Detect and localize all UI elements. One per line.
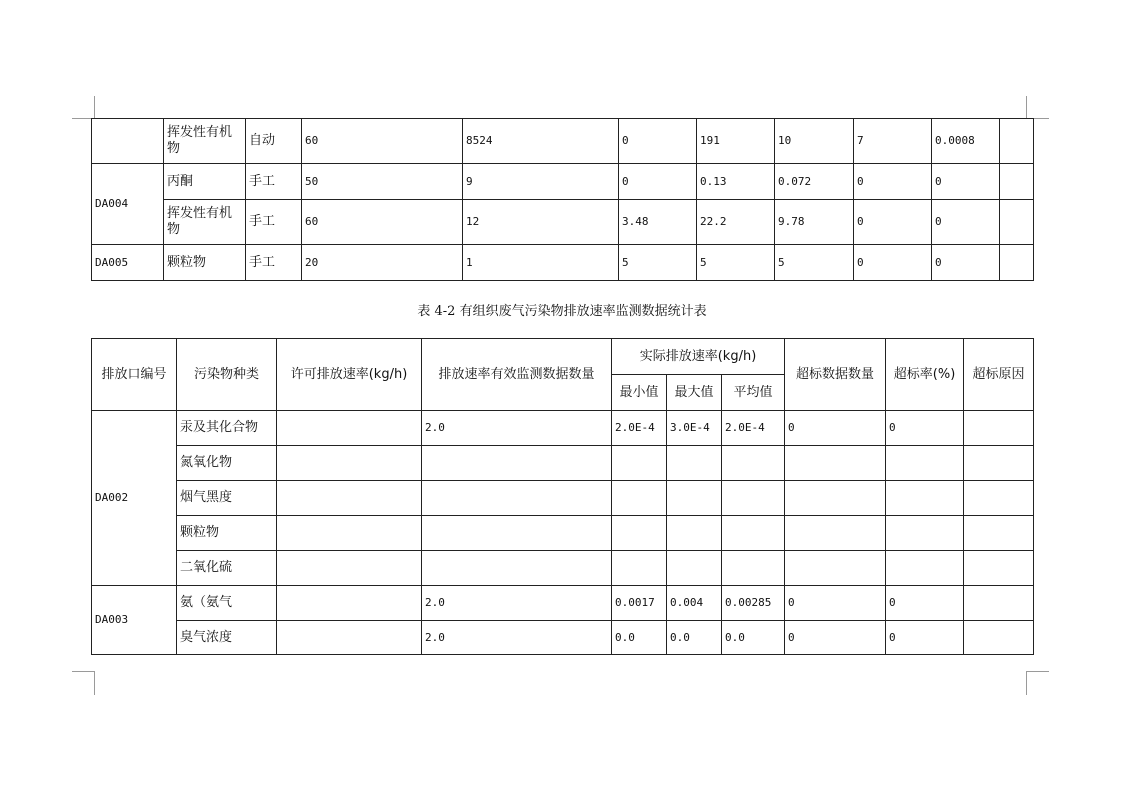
avg-value <box>722 551 785 586</box>
pollutant-name: 挥发性有机物 <box>164 200 246 245</box>
valid-count: 2.0 <box>422 621 612 655</box>
exceed-rate <box>886 481 964 516</box>
permit-rate <box>277 586 422 621</box>
cell-value <box>1000 245 1034 281</box>
valid-count: 2.0 <box>422 411 612 446</box>
permit-rate <box>277 621 422 655</box>
avg-value <box>722 481 785 516</box>
monitor-mode: 手工 <box>246 200 302 245</box>
crop-mark <box>1026 671 1027 695</box>
table-row <box>92 481 1034 516</box>
min-value <box>612 446 667 481</box>
min-value: 2.0E-4 <box>612 411 667 446</box>
pollutant-name: 丙酮 <box>164 164 246 200</box>
crop-mark <box>94 96 95 118</box>
table-row <box>92 551 1034 586</box>
permit-rate <box>277 446 422 481</box>
exceed-reason <box>964 621 1034 655</box>
min-value <box>612 516 667 551</box>
table-row <box>92 411 1034 446</box>
exceed-count <box>785 551 886 586</box>
exceed-count <box>785 446 886 481</box>
table-row <box>92 245 1034 281</box>
pollutant-name: 挥发性有机物 <box>164 119 246 164</box>
header-actual-rate: 实际排放速率(kg/h) <box>612 339 785 375</box>
exceed-rate: 0 <box>886 586 964 621</box>
avg-value <box>722 516 785 551</box>
header-max: 最大值 <box>667 375 722 411</box>
table-row <box>92 586 1034 621</box>
pollutant-name: 汞及其化合物 <box>177 411 277 446</box>
permit-rate <box>277 411 422 446</box>
table-row <box>92 446 1034 481</box>
cell-value: 50 <box>302 164 463 200</box>
cell-value: 22.2 <box>697 200 775 245</box>
monitor-mode: 手工 <box>246 245 302 281</box>
cell-value: 191 <box>697 119 775 164</box>
max-value: 0.0 <box>667 621 722 655</box>
table-caption: 表 4-2 有组织废气污染物排放速率监测数据统计表 <box>417 304 707 319</box>
cell-value: 0 <box>854 164 932 200</box>
cell-value: 8524 <box>463 119 619 164</box>
cell-value <box>1000 164 1034 200</box>
table-row <box>92 164 1034 200</box>
cell-value: 5 <box>619 245 697 281</box>
exceed-reason <box>964 586 1034 621</box>
emission-rate-table <box>91 338 1034 655</box>
min-value <box>612 481 667 516</box>
valid-count <box>422 446 612 481</box>
cell-value <box>1000 119 1034 164</box>
header-exceed-count: 超标数据数量 <box>785 339 886 411</box>
valid-count: 2.0 <box>422 586 612 621</box>
cell-value: 0.072 <box>775 164 854 200</box>
exceed-count <box>785 481 886 516</box>
permit-rate <box>277 551 422 586</box>
exceed-reason <box>964 446 1034 481</box>
header-pollutant: 污染物种类 <box>177 339 277 411</box>
min-value: 0.0 <box>612 621 667 655</box>
avg-value: 2.0E-4 <box>722 411 785 446</box>
avg-value: 0.00285 <box>722 586 785 621</box>
pollutant-name: 氨（氨气 <box>177 586 277 621</box>
table-row <box>92 621 1034 655</box>
pollutant-name: 烟气黑度 <box>177 481 277 516</box>
cell-value: 0.0008 <box>932 119 1000 164</box>
header-exceed-reason: 超标原因 <box>964 339 1034 411</box>
exceed-count: 0 <box>785 586 886 621</box>
max-value <box>667 551 722 586</box>
outlet-id: DA002 <box>92 411 177 586</box>
cell-value: 9 <box>463 164 619 200</box>
cell-value: 0 <box>854 245 932 281</box>
table-row <box>92 200 1034 245</box>
header-valid-count: 排放速率有效监测数据数量 <box>422 339 612 411</box>
pollutant-name: 颗粒物 <box>164 245 246 281</box>
exceed-count: 0 <box>785 411 886 446</box>
monitor-mode: 自动 <box>246 119 302 164</box>
cell-value: 0 <box>932 245 1000 281</box>
exceed-count: 0 <box>785 621 886 655</box>
exceed-rate <box>886 446 964 481</box>
cell-value: 0 <box>932 200 1000 245</box>
outlet-id: DA005 <box>92 245 164 281</box>
emission-concentration-table <box>91 118 1034 281</box>
exceed-rate <box>886 516 964 551</box>
max-value: 3.0E-4 <box>667 411 722 446</box>
cell-value: 60 <box>302 200 463 245</box>
outlet-id <box>92 119 164 164</box>
min-value: 0.0017 <box>612 586 667 621</box>
cell-value: 9.78 <box>775 200 854 245</box>
exceed-count <box>785 516 886 551</box>
permit-rate <box>277 481 422 516</box>
header-exceed-rate: 超标率(%) <box>886 339 964 411</box>
cell-value: 7 <box>854 119 932 164</box>
exceed-reason <box>964 551 1034 586</box>
valid-count <box>422 551 612 586</box>
pollutant-name: 二氧化硫 <box>177 551 277 586</box>
header-outlet: 排放口编号 <box>92 339 177 411</box>
valid-count <box>422 481 612 516</box>
table-row <box>92 119 1034 164</box>
header-row <box>92 339 1034 375</box>
cell-value: 12 <box>463 200 619 245</box>
crop-mark <box>1027 671 1049 672</box>
max-value <box>667 481 722 516</box>
cell-value: 5 <box>775 245 854 281</box>
exceed-rate: 0 <box>886 621 964 655</box>
pollutant-name: 颗粒物 <box>177 516 277 551</box>
min-value <box>612 551 667 586</box>
cell-value: 5 <box>697 245 775 281</box>
pollutant-name: 氮氧化物 <box>177 446 277 481</box>
header-permit-rate: 许可排放速率(kg/h) <box>277 339 422 411</box>
crop-mark <box>1026 96 1027 118</box>
table-row <box>92 516 1034 551</box>
exceed-rate <box>886 551 964 586</box>
valid-count <box>422 516 612 551</box>
crop-mark <box>72 671 94 672</box>
crop-mark <box>94 671 95 695</box>
avg-value: 0.0 <box>722 621 785 655</box>
max-value <box>667 516 722 551</box>
max-value <box>667 446 722 481</box>
exceed-reason <box>964 516 1034 551</box>
exceed-reason <box>964 481 1034 516</box>
cell-value: 0 <box>932 164 1000 200</box>
exceed-reason <box>964 411 1034 446</box>
exceed-rate: 0 <box>886 411 964 446</box>
pollutant-name: 臭气浓度 <box>177 621 277 655</box>
cell-value: 20 <box>302 245 463 281</box>
cell-value: 0 <box>854 200 932 245</box>
cell-value: 10 <box>775 119 854 164</box>
cell-value: 60 <box>302 119 463 164</box>
cell-value <box>1000 200 1034 245</box>
cell-value: 0.13 <box>697 164 775 200</box>
outlet-id: DA004 <box>92 164 164 245</box>
cell-value: 1 <box>463 245 619 281</box>
outlet-id: DA003 <box>92 586 177 655</box>
max-value: 0.004 <box>667 586 722 621</box>
monitor-mode: 手工 <box>246 164 302 200</box>
header-avg: 平均值 <box>722 375 785 411</box>
permit-rate <box>277 516 422 551</box>
cell-value: 3.48 <box>619 200 697 245</box>
header-min: 最小值 <box>612 375 667 411</box>
cell-value: 0 <box>619 164 697 200</box>
cell-value: 0 <box>619 119 697 164</box>
avg-value <box>722 446 785 481</box>
